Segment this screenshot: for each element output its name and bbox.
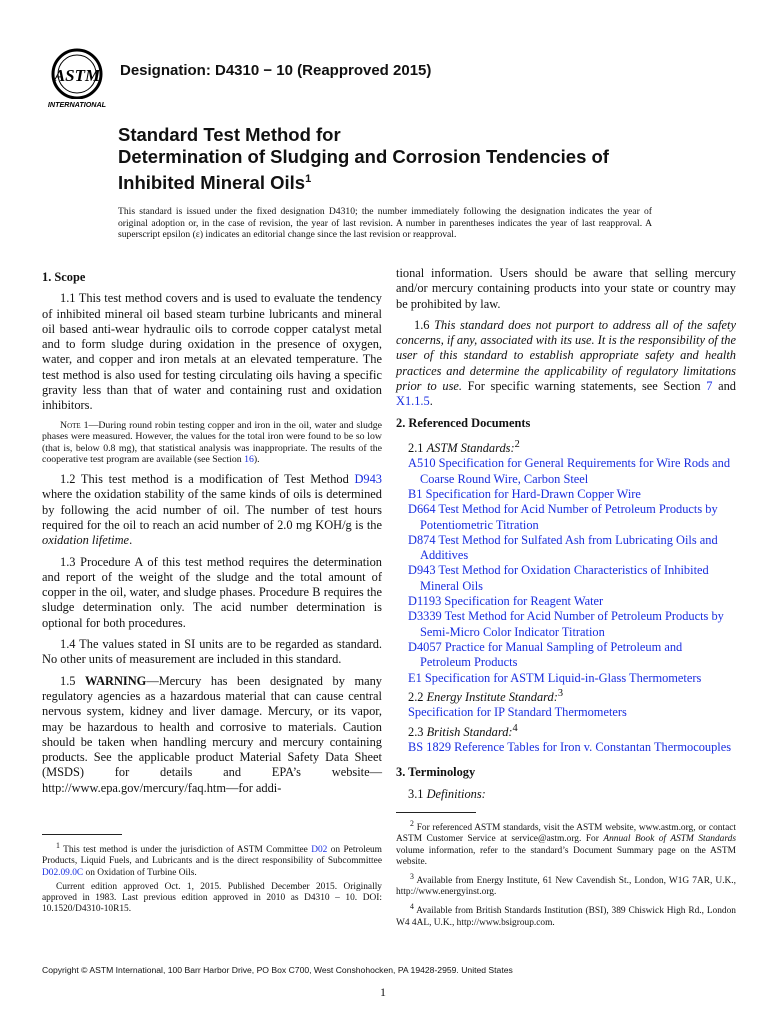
scope-heading: 1. Scope: [42, 270, 86, 284]
reference-item: D664 Test Method for Acid Number of Petroleum Products by Potentiometric Titration: [408, 502, 718, 532]
intro-paragraph: This standard is issued under the fixed designation D4310; the number immediately following the designation indicates the year of original adoption or, in the case of revision, the year of last revision. A number in parentheses indicates the year of last reapproval. A superscript epsilon (ε) indicates an editorial change since the last revision or reapproval.: [118, 206, 652, 240]
reference-item: E1 Specification for ASTM Liquid-in-Glass Thermometers: [408, 670, 702, 685]
logo-text: ASTM: [53, 66, 101, 85]
reference-code-link[interactable]: D943: [408, 563, 436, 578]
paragraph-1-5-continued: tional information. Users should be aware that selling mercury and/or mercury containing products into your state or country may be prohibited by law.: [396, 266, 736, 311]
reference-item: B1 Specification for Hard-Drawn Copper Wire: [408, 486, 641, 501]
d943-link[interactable]: D943: [354, 472, 382, 487]
footnote-rule-right: [396, 812, 476, 813]
title-line-1: Standard Test Method for: [118, 124, 341, 145]
title-line-3: Inhibited Mineral Oils$^1$: [118, 172, 312, 194]
ip-thermometers-link[interactable]: Specification for IP Standard Thermometers: [408, 705, 627, 720]
paragraph-1-6: 1.6 This standard does not purport to address all of the safety concerns, if any, associated with its use. It is the responsibility of the user of this standard to establish appropriate safety and health practices and determine the applicability of regulatory limitations prior to use. For specific warning statements, see Section 7 and X1.1.5.: [396, 317, 736, 409]
d02-09-0c-link[interactable]: D02.09.0C: [42, 867, 84, 878]
reference-code-link[interactable]: B1: [408, 486, 423, 501]
reference-item: A510 Specification for General Requirements for Wire Rods and Coarse Round Wire, Carbon Steel: [408, 456, 731, 486]
paragraph-1-3: 1.3 Procedure A of this test method requires the determination and report of the weight of the sludge and the total amount of copper in the oil, water, and sludge phases. Procedure B requires the sludge determination only. The acid number determination is optional for both procedures.: [42, 554, 382, 630]
right-column: [396, 266, 736, 802]
reference-item: D874 Test Method for Sulfated Ash from Lubricating Oils and Additives: [408, 532, 718, 563]
page-number: 1: [380, 985, 386, 999]
reference-item: D4057 Practice for Manual Sampling of Petroleum and Petroleum Products: [408, 639, 683, 670]
bs-1829-reference: BS 1829 Reference Tables for Iron v. Constantan Thermocouples: [408, 739, 732, 754]
section-7-link[interactable]: 7: [706, 379, 713, 394]
reference-code-link[interactable]: E1: [408, 670, 422, 685]
reference-item: D943 Test Method for Oxidation Characteristics of Inhibited Mineral Oils: [408, 563, 709, 593]
logo-subtext: INTERNATIONAL: [47, 100, 107, 108]
footnote-4: $^4$ Available from British Standards Institution (BSI), 389 Chiswick High Rd., London W4 4AL, U.K., http://www.bsigroup.com.: [396, 902, 736, 928]
copyright-line: Copyright © ASTM International, 100 Barr Harbor Drive, PO Box C700, West Conshohocken, PA 19428-2959. United States: [42, 965, 513, 975]
document-title: [118, 124, 738, 194]
british-standard-label: 2.3 British Standard:$^4$: [408, 722, 518, 739]
left-column: [42, 266, 382, 802]
title-footnote-mark: 1: [305, 173, 312, 185]
designation: Designation: D4310 − 10 (Reapproved 2015): [120, 62, 432, 79]
footnote-rule-left: [42, 834, 122, 835]
paragraph-1-1: 1.1 This test method covers and is used to evaluate the tendency of inhibited mineral oil based steam turbine lubricants and mineral oil based anti-wear hydraulic oils to corrode copper catalyst metal and to form sludge during oxidation in the presence of oxygen, water, and copper and iron metals at an elevated temperature. The test method is also used for testing circulating oils having a specific gravity less than that of water and containing rust and oxidation inhibitors.: [42, 291, 382, 413]
reference-code-link[interactable]: D664: [408, 502, 436, 517]
astm-logo: [44, 46, 110, 108]
referenced-documents-heading: 2. Referenced Documents: [396, 415, 531, 430]
note-1: Note 1—During round robin testing copper and iron in the oil, water and sludge phases were measured. However, the values for the total iron were found to be so low (that is, below 0.8 mg), that statistical analysis was inappropriate. The results of the cooperative test program are available (see Section 16).: [42, 419, 382, 466]
footnote-3: $^3$ Available from Energy Institute, 61 New Cavendish St., London, W1G 7AR, U.K., http://www.energyinst.org.: [396, 871, 736, 898]
footnote-1: $^1$ This test method is under the jurisdiction of ASTM Committee D02 on Petroleum Products, Liquid Fuels, and Lubricants and is the direct responsibility of Subcommittee D02.09.0C on Oxidation of Turbine Oils.: [42, 841, 382, 878]
warning-label: WARNING: [85, 673, 147, 688]
footnotes-left: [42, 840, 382, 918]
reference-code-link[interactable]: D874: [408, 532, 436, 547]
reference-code-link[interactable]: D4057: [408, 639, 442, 654]
reference-item: D3339 Test Method for Acid Number of Petroleum Products by Semi-Micro Color Indicator Titration: [408, 609, 724, 639]
title-line-2: Determination of Sludging and Corrosion Tendencies of: [118, 146, 609, 167]
footnotes-right: [396, 818, 736, 932]
definitions-label: 3.1 Definitions:: [408, 786, 486, 801]
terminology-heading: 3. Terminology: [396, 765, 476, 780]
reference-code-link[interactable]: D3339: [408, 609, 442, 624]
paragraph-1-2: 1.2 This test method is a modification of Test Method D943 where the oxidation stability of the same kinds of oils is determined by following the acid number of oil. The number of test hours required for the oil to reach an acid number of 2.0 mg KOH/g is the oxidation lifetime.: [42, 472, 382, 548]
paragraph-1-5: 1.5 WARNING—Mercury has been designated by many regulatory agencies as a hazardous material that can cause central nervous system, kidney and liver damage. Mercury, or its vapor, may be hazardous to health and corrosive to materials. Caution should be taken when handling mercury and mercury containing products. See the applicable product Material Safety Data Sheet (MSDS) for details and EPA’s website—http://www.epa.gov/mercury/faq.htm—for addi-: [42, 673, 382, 795]
section-16-link[interactable]: 16: [244, 454, 254, 466]
astm-reference-list: [396, 456, 736, 685]
reference-item: D1193 Specification for Reagent Water: [408, 594, 604, 609]
d02-link[interactable]: D02: [311, 845, 328, 856]
edition-note: Current edition approved Oct. 1, 2015. Published December 2015. Originally approved in 1983. Last previous edition approved in 2010 as D4310 – 10. DOI: 10.1520/D4310-10R15.: [42, 881, 382, 915]
bs-1829-link[interactable]: BS 1829: [408, 739, 452, 754]
energy-institute-label: 2.2 Energy Institute Standard:$^3$: [408, 687, 563, 704]
footnote-2: $^2$ For referenced ASTM standards, visit the ASTM website, www.astm.org, or contact ASTM Customer Service at service@astm.org. For Annual Book of ASTM Standards volume information, refer to the standard’s Document Summary page on the ASTM website.: [396, 819, 736, 867]
reference-code-link[interactable]: D1193: [408, 594, 442, 609]
reference-code-link[interactable]: A510: [408, 456, 436, 471]
paragraph-1-4: 1.4 The values stated in SI units are to be regarded as standard. No other units of measurement are included in this standard.: [42, 637, 382, 667]
astm-standards-label: 2.1 ASTM Standards:$^2$: [408, 438, 520, 456]
x1-1-5-link[interactable]: X1.1.5: [396, 394, 430, 409]
